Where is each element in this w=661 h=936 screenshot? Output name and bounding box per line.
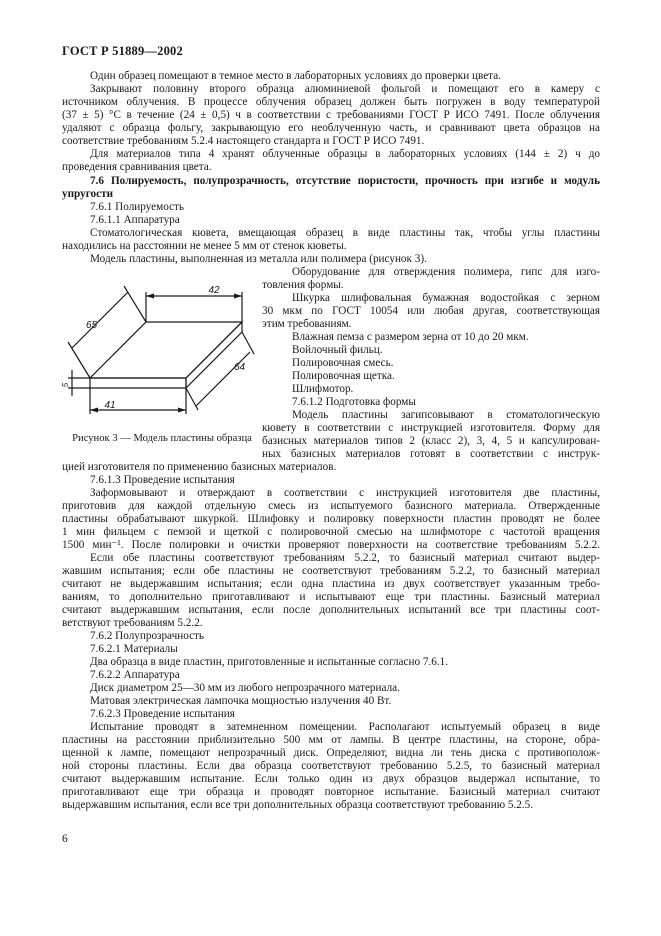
text-line: этим требованиям. bbox=[262, 318, 352, 330]
text-line: Полировочная смесь. bbox=[292, 357, 394, 369]
text-line: базисных материалов типов 2 (класс 2), 3, 4, 5 и капсулирован- bbox=[262, 435, 600, 447]
text-line: Заформовывают и отверждают в соответствии с инструкцией изготовителя две пластины, bbox=[90, 487, 600, 499]
text-line: считают не выдержавшим испытания; если одна пластина из двух соответствует указанным требо- bbox=[62, 578, 600, 590]
text-line: считают выдержавшим испытания, если после дополнительных испытаний все три пластины соот- bbox=[62, 604, 600, 616]
text-line: приготавливают еще три образца и проводят повторное испытание. Базисный материал считают bbox=[62, 786, 600, 798]
text-line: Испытание проводят в затемненном помещении. Располагают испытуемый образец в виде bbox=[90, 721, 600, 733]
text-line: находились на расстоянии не менее 5 мм от стенок кюветы. bbox=[62, 240, 347, 252]
text-line: цией изготовителя по применению базисных материалов. bbox=[62, 461, 337, 473]
text-line: 1 мин фильцем с пемзой и щеткой с полировочной смесью на шлифмоторе с частотой вращения bbox=[62, 526, 600, 538]
text-line: Диск диаметром 25—30 мм из любого непрозрачного материала. bbox=[90, 682, 400, 694]
text-line: ной стороны пластины. Если два образца соответствуют требованию 5.2.5, то базисный материал bbox=[62, 760, 600, 772]
text-line: Войлочный фильц. bbox=[292, 344, 383, 356]
text-line: приготовив для каждой отдельную смесь из испытуемого базисного материала. Отвержденные bbox=[62, 500, 600, 512]
text-line: Влажная пемза с размером зерна от 10 до 20 мкм. bbox=[292, 331, 529, 343]
text-line: Если обе пластины соответствуют требованиям 5.2.2, то базисный материал считают выдер- bbox=[90, 552, 600, 564]
text-line: ветствуют требованиям 5.2.2. bbox=[62, 617, 203, 629]
plate-drawing bbox=[58, 282, 262, 430]
dim-right-label: 64 bbox=[234, 362, 246, 373]
text-line: (37 ± 5) °C в течение (24 ± 0,5) ч в соответствии с требованиями ГОСТ Р ИСО 7491. После облучения bbox=[62, 109, 600, 121]
text-line: 30 мкм по ГОСТ 10054 или любая другая, соответствующая bbox=[262, 305, 600, 317]
text-line: Модель пластины загипсовывают в стоматологическую bbox=[292, 409, 600, 421]
text-line: Стоматологическая кювета, вмещающая образец в виде пластины так, чтобы углы пластины bbox=[90, 227, 600, 239]
text-line: Матовая электрическая лампочка мощностью излучения 40 Вт. bbox=[90, 695, 392, 707]
text-line: упругости bbox=[62, 188, 114, 200]
page-number: 6 bbox=[62, 833, 68, 845]
text-line: Шлифмотор. bbox=[292, 383, 354, 395]
dim-top-label: 42 bbox=[208, 285, 220, 296]
text-line: 7.6.1.3 Проведение испытания bbox=[90, 474, 235, 486]
text-line: соответствие требованиям 5.2.4 настоящего стандарта и ГОСТ Р ИСО 7491. bbox=[62, 135, 425, 147]
text-line: Модель пластины, выполненная из металла или полимера (рисунок 3). bbox=[90, 253, 427, 265]
text-line: Оборудование для отверждения полимера, гипс для изго- bbox=[292, 266, 600, 278]
text-line: удаляют с образца фольгу, закрывающую его необлученную часть, и сравнивают цвета образцов на bbox=[62, 122, 600, 134]
text-line: ваниям, то дополнительно приготавливают и испытывают еще три пластины. Базисный материал bbox=[62, 591, 600, 603]
text-line: щенной к лампе, помещают непрозрачный диск. Определяют, видна ли тень диска с противополож- bbox=[62, 747, 600, 759]
text-line: Закрывают половину второго образца алюминиевой фольгой и помещают его в камеру с bbox=[90, 83, 600, 95]
figure-caption: Рисунок 3 — Модель пластины образца bbox=[72, 433, 252, 444]
text-line: ных базисных материалов готовят в соответствии с инструк- bbox=[262, 448, 600, 460]
text-line: Для материалов типа 4 хранят облученные образцы в лабораторных условиях (144 ± 2) ч до bbox=[90, 148, 600, 160]
text-line: 1500 мин⁻¹. После полировки и очистки проверяют поверхности на соответствие требованиям 5.2.2. bbox=[62, 539, 600, 551]
text-line: пластины обрабатывают шкуркой. Шлифовку и полировку поверхности пластин проводят не более bbox=[62, 513, 600, 525]
text-line: Шкурка шлифовальная бумажная водостойкая с зерном bbox=[292, 292, 600, 304]
text-line: 7.6 Полируемость, полупрозрачность, отсутствие пористости, прочность при изгибе и модуль bbox=[90, 175, 600, 187]
text-line: Два образца в виде пластин, приготовленные и испытанные согласно 7.6.1. bbox=[90, 656, 449, 668]
text-line: проведения сравнивания цвета. bbox=[62, 161, 212, 173]
text-line: 7.6.1 Полируемость bbox=[90, 201, 185, 213]
text-line: кювету в соответствии с инструкцией изготовителя. Форму для bbox=[262, 422, 600, 434]
text-line: пластины на расстоянии приблизительно 500 мм от лампы. В центре пластины, на стороне, обра- bbox=[62, 734, 600, 746]
text-line: 7.6.1.2 Подготовка формы bbox=[292, 396, 416, 408]
text-line: жавшим испытания; если обе пластины не соответствуют требованиям 5.2.2, то базисный материал bbox=[62, 565, 600, 577]
text-line: Один образец помещают в темное место в лабораторных условиях до проверки цвета. bbox=[90, 70, 501, 82]
text-line: Полировочная щетка. bbox=[292, 370, 395, 382]
text-line: товления формы. bbox=[262, 279, 344, 291]
text-line: выдержавшим испытания, если все три дополнительных образца соответствуют требованию 5.2.5. bbox=[62, 799, 534, 811]
dim-bottom-label: 41 bbox=[104, 400, 116, 411]
dim-left-label: 65 bbox=[86, 320, 98, 331]
text-line: 7.6.2.1 Материалы bbox=[90, 643, 178, 655]
figure-3-plate-model bbox=[58, 282, 262, 430]
text-line: 7.6.2 Полупрозрачность bbox=[90, 630, 205, 642]
document-header: ГОСТ Р 51889—2002 bbox=[62, 44, 183, 58]
text-line: 7.6.2.3 Проведение испытания bbox=[90, 708, 235, 720]
dim-thickness-label: 5 bbox=[61, 382, 70, 388]
text-line: считают выдержавшим испытание. Если только один из двух образцов выдержал испытание, то bbox=[62, 773, 600, 785]
text-line: 7.6.2.2 Аппаратура bbox=[90, 669, 180, 681]
text-line: источником облучения. В процессе облучения образец должен быть погружен в воду температурой bbox=[62, 96, 600, 108]
text-line: 7.6.1.1 Аппаратура bbox=[90, 214, 180, 226]
